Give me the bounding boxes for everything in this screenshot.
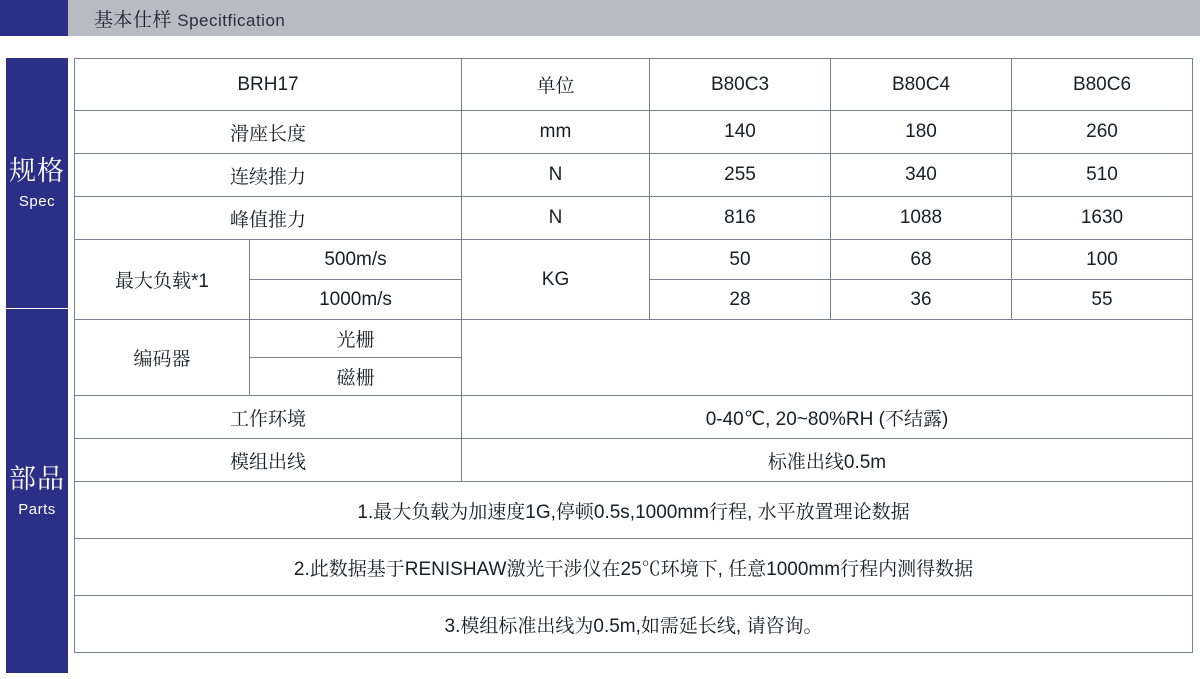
- note-3: 3.模组标准出线为0.5m,如需延长线, 请咨询。: [75, 596, 1193, 653]
- row-value-3: 510: [1012, 154, 1193, 197]
- row-unit: N: [462, 197, 650, 240]
- environment-label: 工作环境: [75, 396, 462, 439]
- side-label-spec-en: Spec: [18, 193, 56, 210]
- page-title: [94, 5, 285, 32]
- row-value-3: 260: [1012, 111, 1193, 154]
- encoder-label: 编码器: [75, 320, 250, 396]
- side-label-spec-cn: 规格: [9, 156, 65, 186]
- row-unit: mm: [462, 111, 650, 154]
- row-label: 滑座长度: [75, 111, 462, 154]
- table-header-row: [75, 59, 1193, 111]
- row-unit: N: [462, 154, 650, 197]
- page-title-en: Specitfication: [177, 10, 286, 30]
- table-row: [75, 111, 1193, 154]
- row-value-1: 255: [650, 154, 831, 197]
- side-label-parts-en: Parts: [18, 501, 56, 518]
- spec-table: [74, 58, 1193, 653]
- header-col-1: B80C3: [650, 59, 831, 111]
- max-load-label: 最大负载*1: [75, 240, 250, 320]
- max-load-value-1-2: 68: [831, 240, 1012, 280]
- row-value-2: 340: [831, 154, 1012, 197]
- header-col-3: B80C6: [1012, 59, 1193, 111]
- encoder-sub-label-1: 光栅: [250, 320, 462, 358]
- row-label: 连续推力: [75, 154, 462, 197]
- note-1: 1.最大负载为加速度1G,停顿0.5s,1000mm行程, 水平放置理论数据: [75, 482, 1193, 539]
- note-2: 2.此数据基于RENISHAW激光干涉仪在25℃环境下, 任意1000mm行程内测得数据: [75, 539, 1193, 596]
- header-model: BRH17: [75, 59, 462, 111]
- table-row: [75, 439, 1193, 482]
- side-label-parts-cn: 部品: [9, 464, 65, 494]
- note-row: [75, 596, 1193, 653]
- spec-table-wrapper: [74, 58, 1192, 653]
- row-value-1: 816: [650, 197, 831, 240]
- row-value-3: 1630: [1012, 197, 1193, 240]
- cable-value: 标准出线0.5m: [462, 439, 1193, 482]
- header-accent-block: [0, 0, 68, 36]
- table-row: [75, 197, 1193, 240]
- header-unit: 单位: [462, 59, 650, 111]
- max-load-sub-label-2: 1000m/s: [250, 280, 462, 320]
- max-load-value-2-2: 36: [831, 280, 1012, 320]
- table-row: [75, 396, 1193, 439]
- page-title-cn: 基本仕样: [94, 9, 173, 31]
- note-row: [75, 539, 1193, 596]
- note-row: [75, 482, 1193, 539]
- row-value-2: 1088: [831, 197, 1012, 240]
- header-bar: [0, 0, 1200, 36]
- max-load-value-2-3: 55: [1012, 280, 1193, 320]
- table-row: [75, 320, 1193, 358]
- row-value-1: 140: [650, 111, 831, 154]
- table-row: [75, 240, 1193, 280]
- encoder-value-area: [462, 320, 1193, 396]
- header-title-band: [68, 0, 1200, 36]
- table-row: [75, 154, 1193, 197]
- header-col-2: B80C4: [831, 59, 1012, 111]
- max-load-unit: KG: [462, 240, 650, 320]
- max-load-value-1-3: 100: [1012, 240, 1193, 280]
- max-load-sub-label-1: 500m/s: [250, 240, 462, 280]
- row-value-2: 180: [831, 111, 1012, 154]
- environment-value: 0-40℃, 20~80%RH (不结露): [462, 396, 1193, 439]
- encoder-sub-label-2: 磁栅: [250, 358, 462, 396]
- max-load-value-2-1: 28: [650, 280, 831, 320]
- side-label-parts: [6, 309, 68, 673]
- side-label-spec: [6, 58, 68, 308]
- row-label: 峰值推力: [75, 197, 462, 240]
- cable-label: 模组出线: [75, 439, 462, 482]
- max-load-value-1-1: 50: [650, 240, 831, 280]
